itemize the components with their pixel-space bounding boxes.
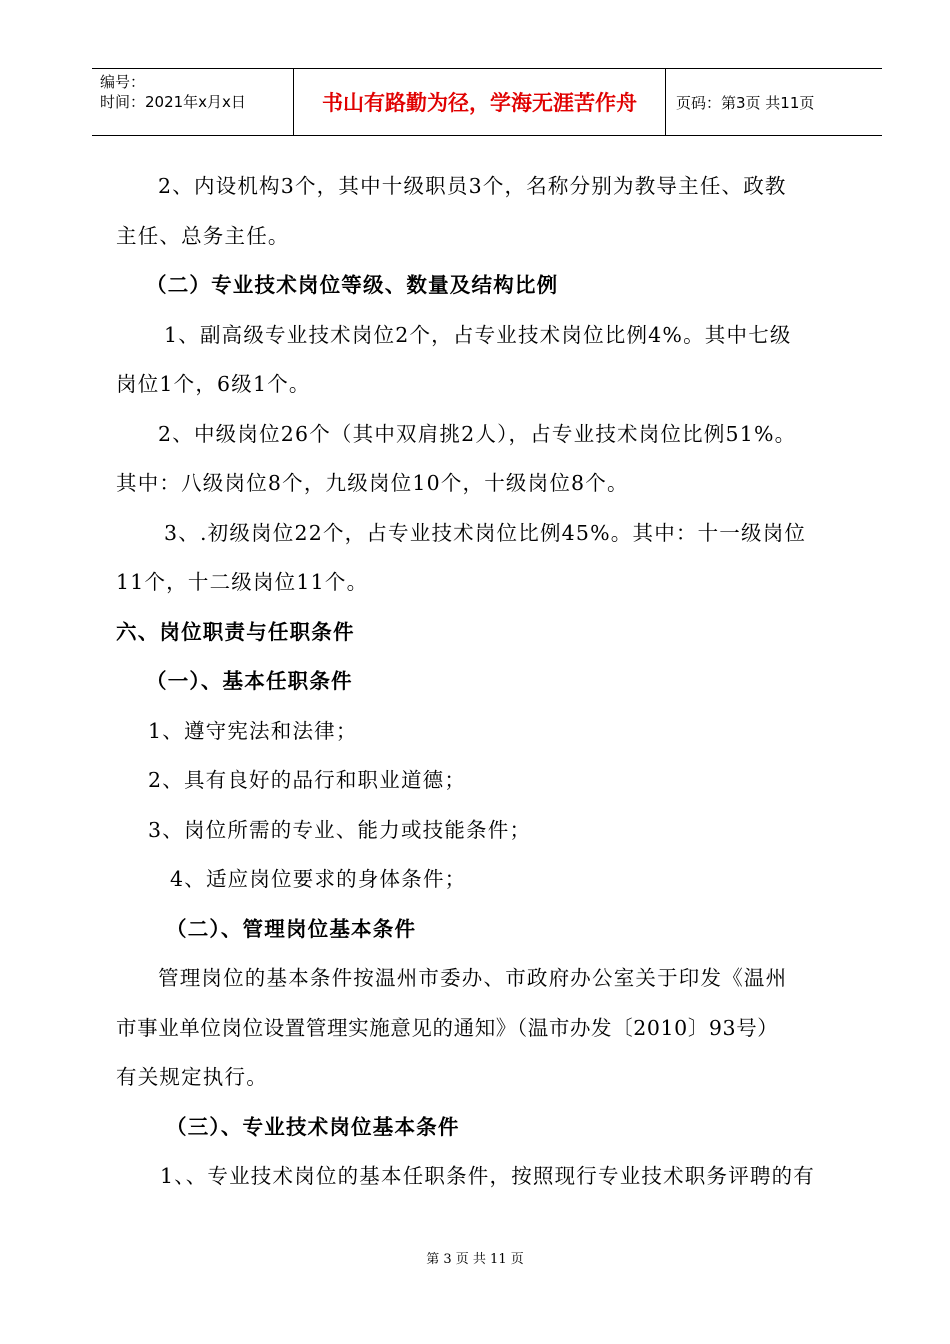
paragraph-line: 市事业单位岗位设置管理实施意见的通知》（温市办发〔2010〕93号） [116, 1015, 779, 1040]
paragraph-line: 2、内设机构3个，其中十级职员3个，名称分别为教导主任、政教 [158, 174, 787, 198]
page-header [92, 68, 882, 136]
paragraph-line: 2、中级岗位26个（其中双肩挑2人），占专业技术岗位比例51%。 [158, 421, 797, 446]
paragraph-line: 11个，十二级岗位11个。 [116, 570, 369, 594]
section-heading: （二）专业技术岗位等级、数量及结构比例 [146, 273, 559, 297]
header-page-code: 页码：第3页 共11页 [676, 93, 815, 112]
paragraph-line: 3、.初级岗位22个，占专业技术岗位比例45%。其中：十一级岗位 [164, 520, 807, 545]
list-item: 4、适应岗位要求的身体条件； [170, 867, 467, 891]
paragraph-line: 1、、专业技术岗位的基本任职条件，按照现行专业技术职务评聘的有 [160, 1164, 815, 1188]
section-heading: （三）、专业技术岗位基本条件 [166, 1114, 460, 1139]
doc-time-label: 时间：2021年x月x日 [100, 93, 246, 111]
paragraph-line: 其中：八级岗位8个，九级岗位10个，十级岗位8个。 [116, 471, 629, 495]
list-item: 3、岗位所需的专业、能力或技能条件； [148, 817, 532, 842]
paragraph-line: 有关规定执行。 [116, 1065, 268, 1089]
header-motto: 书山有路勤为径，学海无涯苦作舟 [293, 69, 666, 135]
doc-number-label: 编号： [100, 73, 146, 91]
paragraph-line: 岗位1个，6级1个。 [116, 372, 311, 396]
header-meta [92, 69, 294, 135]
paragraph-line: 主任、总务主任。 [116, 223, 290, 248]
page-footer: 第 3 页 共 11 页 [426, 1252, 524, 1267]
section-heading: （二）、管理岗位基本条件 [166, 916, 417, 941]
list-item: 2、具有良好的品行和职业道德； [148, 768, 467, 792]
section-heading: （一）、基本任职条件 [146, 669, 353, 693]
document-body [116, 162, 862, 1202]
chapter-heading: 六、岗位职责与任职条件 [116, 619, 355, 644]
list-item: 1、遵守宪法和法律； [148, 718, 358, 743]
paragraph-line: 1、副高级专业技术岗位2个，占专业技术岗位比例4%。其中七级 [164, 322, 792, 347]
paragraph-line: 管理岗位的基本条件按温州市委办、市政府办公室关于印发《温州 [158, 966, 788, 990]
